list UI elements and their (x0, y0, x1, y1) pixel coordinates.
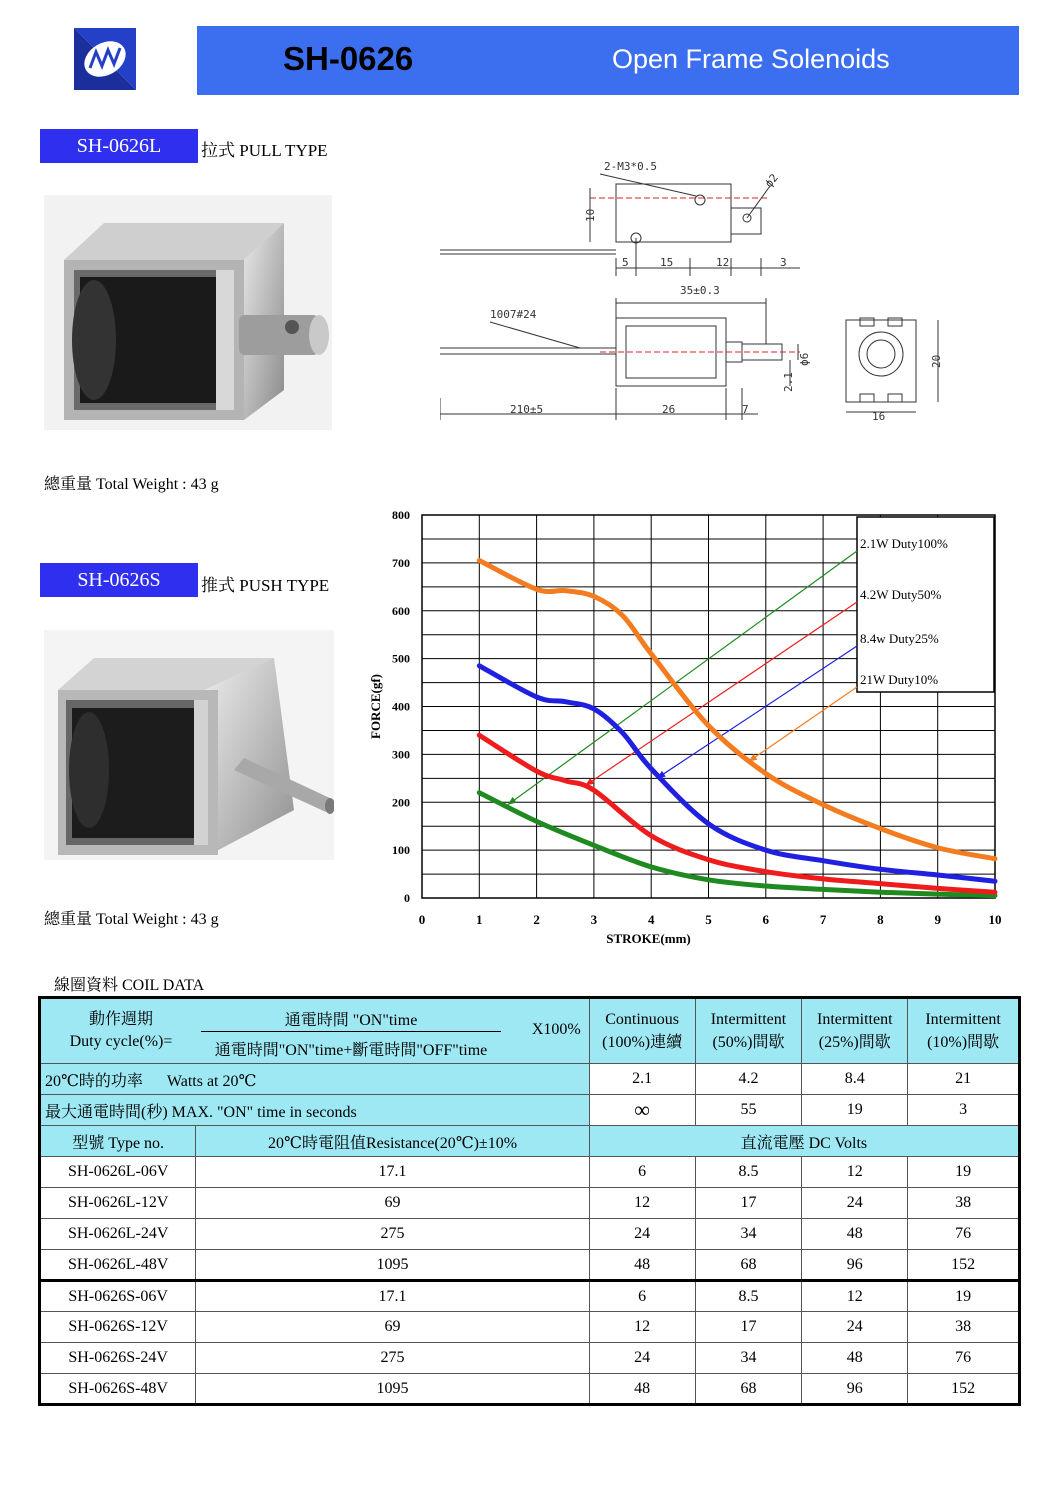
voltage-cell: 12 (589, 1312, 695, 1343)
voltage-cell: 12 (589, 1188, 695, 1219)
voltage-cell: 96 (802, 1250, 908, 1281)
duty-label-zh: 動作週期 (88, 1011, 153, 1028)
duty-formula-cell (40, 998, 590, 1064)
push-model-tag: SH-0626S (40, 563, 198, 597)
duty-fraction-line (201, 1031, 501, 1032)
header-bar (197, 26, 1019, 95)
x-tick-label: 2 (533, 912, 540, 927)
voltage-cell: 34 (695, 1219, 802, 1250)
dimension-drawing (440, 158, 950, 428)
max-on-100: ∞ (589, 1095, 695, 1126)
watts-row (40, 1064, 1020, 1095)
arrow-head (585, 778, 594, 786)
dim-20: 20 (930, 354, 943, 368)
watts-25: 8.4 (802, 1064, 908, 1095)
duty-numerator: 通電時間 "ON"time (284, 1012, 418, 1029)
table-row (40, 1281, 1020, 1312)
x-tick-label: 3 (590, 912, 598, 927)
table-row (40, 1250, 1020, 1281)
voltage-cell: 76 (908, 1343, 1020, 1374)
y-tick-label: 200 (392, 795, 410, 810)
legend-arrow (657, 646, 857, 778)
company-logo (74, 28, 136, 90)
type-cell: SH-0626L-48V (40, 1250, 196, 1281)
voltage-cell: 48 (802, 1343, 908, 1374)
resistance-cell: 69 (196, 1188, 589, 1219)
voltage-cell: 96 (802, 1374, 908, 1405)
voltage-cell: 8.5 (695, 1157, 802, 1188)
dim-15: 15 (660, 256, 674, 269)
watts-label: 20℃時的功率 Watts at 20℃ (40, 1064, 590, 1095)
resistance-header: 20℃時電阻值Resistance(20℃)±10% (196, 1126, 589, 1157)
type-cell: SH-0626L-24V (40, 1219, 196, 1250)
col-25: Intermittent (25%)間歇 (802, 998, 908, 1064)
max-on-25: 19 (802, 1095, 908, 1126)
dim-7: 7 (742, 403, 749, 416)
dim-2-1: 2.1 (782, 372, 795, 392)
product-category: Open Frame Solenoids (612, 44, 890, 74)
arrow-head (749, 754, 758, 762)
voltage-cell: 6 (589, 1281, 695, 1312)
type-cell: SH-0626S-12V (40, 1312, 196, 1343)
dim-h10: 10 (584, 208, 597, 222)
dim-210: 210±5 (510, 403, 544, 416)
voltage-cell: 17 (695, 1188, 802, 1219)
voltage-cell: 48 (589, 1374, 695, 1405)
dim-phi6: ϕ6 (798, 352, 811, 366)
voltage-cell: 34 (695, 1343, 802, 1374)
series-line (479, 735, 995, 892)
y-tick-label: 300 (392, 747, 410, 762)
duty-label-en: Duty cycle(%)= (69, 1033, 173, 1050)
legend-arrow (749, 687, 857, 762)
type-header-row (40, 1126, 1020, 1157)
x-tick-label: 4 (647, 912, 655, 927)
resistance-cell: 275 (196, 1343, 589, 1374)
type-cell: SH-0626L-12V (40, 1188, 196, 1219)
max-on-label: 最大通電時間(秒) MAX. "ON" time in seconds (40, 1095, 590, 1126)
type-cell: SH-0626S-24V (40, 1343, 196, 1374)
voltage-cell: 68 (695, 1374, 802, 1405)
voltage-cell: 38 (908, 1188, 1020, 1219)
dim-5: 5 (622, 256, 629, 269)
pull-model-tag: SH-0626L (40, 129, 198, 163)
page-title: SH-0626 (283, 40, 414, 77)
resistance-cell: 17.1 (196, 1157, 589, 1188)
force-stroke-chart (360, 500, 1020, 960)
resistance-cell: 275 (196, 1219, 589, 1250)
push-solenoid-photo (44, 630, 334, 860)
resistance-cell: 1095 (196, 1374, 589, 1405)
x-axis-label: STROKE(mm) (606, 931, 691, 946)
push-type-label: 推式 PUSH TYPE (201, 576, 330, 595)
voltage-cell: 12 (802, 1281, 908, 1312)
x-tick-label: 10 (988, 912, 1002, 927)
y-tick-label: 700 (392, 555, 410, 570)
legend-entry: 2.1W Duty100% (860, 536, 948, 551)
type-cell: SH-0626S-06V (40, 1281, 196, 1312)
pull-weight: 總重量 Total Weight : 43 g (44, 476, 219, 493)
voltage-cell: 152 (908, 1250, 1020, 1281)
x-tick-label: 0 (418, 912, 426, 927)
col-50: Intermittent (50%)間歇 (695, 998, 802, 1064)
voltage-cell: 24 (589, 1343, 695, 1374)
x-tick-label: 8 (877, 912, 884, 927)
dim-35: 35±0.3 (680, 284, 720, 297)
table-row (40, 1188, 1020, 1219)
resistance-cell: 69 (196, 1312, 589, 1343)
voltage-cell: 19 (908, 1281, 1020, 1312)
voltage-cell: 24 (589, 1219, 695, 1250)
voltage-cell: 24 (802, 1188, 908, 1219)
pull-type-label: 拉式 PULL TYPE (201, 141, 328, 160)
duty-header-row (40, 998, 1020, 1064)
voltage-cell: 48 (589, 1250, 695, 1281)
pull-solenoid-photo (44, 195, 332, 430)
voltage-cell: 6 (589, 1157, 695, 1188)
coil-data-title: 線圈資料 COIL DATA (54, 977, 205, 994)
dim-wire: 1007#24 (490, 308, 537, 321)
voltage-cell: 19 (908, 1157, 1020, 1188)
col-continuous: Continuous (100%)連續 (589, 998, 695, 1064)
coil-data-table (38, 996, 1021, 1406)
voltage-cell: 76 (908, 1219, 1020, 1250)
voltage-cell: 8.5 (695, 1281, 802, 1312)
dim-thread: 2-M3*0.5 (604, 160, 657, 173)
x-tick-label: 7 (819, 912, 827, 927)
y-tick-label: 600 (392, 603, 410, 618)
table-row (40, 1374, 1020, 1405)
dim-12: 12 (716, 256, 730, 269)
voltage-cell: 38 (908, 1312, 1020, 1343)
y-tick-label: 100 (392, 843, 410, 858)
x-tick-label: 9 (934, 912, 941, 927)
watts-50: 4.2 (695, 1064, 802, 1095)
series-line (479, 666, 995, 881)
table-row (40, 1157, 1020, 1188)
type-cell: SH-0626L-06V (40, 1157, 196, 1188)
watts-100: 2.1 (589, 1064, 695, 1095)
voltage-cell: 24 (802, 1312, 908, 1343)
voltage-cell: 17 (695, 1312, 802, 1343)
legend-arrow (585, 602, 857, 785)
y-tick-label: 400 (392, 699, 410, 714)
push-weight: 總重量 Total Weight : 43 g (44, 911, 219, 928)
col-10: Intermittent (10%)間歇 (908, 998, 1020, 1064)
x-tick-label: 5 (705, 912, 712, 927)
duty-label (51, 1009, 191, 1053)
legend-entry: 21W Duty10% (860, 672, 939, 687)
dim-phi2: ϕ2 (762, 171, 781, 190)
dim-26: 26 (662, 403, 676, 416)
arrow-head (508, 797, 517, 805)
legend-entry: 4.2W Duty50% (860, 587, 942, 602)
y-tick-label: 0 (404, 891, 410, 905)
dim-3: 3 (780, 256, 787, 269)
table-row (40, 1219, 1020, 1250)
y-tick-label: 800 (392, 508, 410, 522)
voltage-cell: 152 (908, 1374, 1020, 1405)
x-tick-label: 6 (762, 912, 770, 927)
y-tick-label: 500 (392, 651, 410, 666)
duty-multiplier: X100% (531, 1021, 581, 1038)
max-on-10: 3 (908, 1095, 1020, 1126)
duty-denominator: 通電時間"ON"time+斷電時間"OFF"time (214, 1042, 488, 1059)
voltage-cell: 48 (802, 1219, 908, 1250)
max-on-row (40, 1095, 1020, 1126)
y-axis-label: FORCE(gf) (368, 674, 383, 739)
legend-entry: 8.4w Duty25% (860, 631, 939, 646)
watts-10: 21 (908, 1064, 1020, 1095)
x-tick-label: 1 (476, 912, 483, 927)
voltage-cell: 68 (695, 1250, 802, 1281)
voltage-cell: 12 (802, 1157, 908, 1188)
table-row (40, 1312, 1020, 1343)
resistance-cell: 17.1 (196, 1281, 589, 1312)
resistance-cell: 1095 (196, 1250, 589, 1281)
type-cell: SH-0626S-48V (40, 1374, 196, 1405)
table-row (40, 1343, 1020, 1374)
max-on-50: 55 (695, 1095, 802, 1126)
volts-header: 直流電壓 DC Volts (589, 1126, 1019, 1157)
type-header: 型號 Type no. (40, 1126, 196, 1157)
dim-16: 16 (872, 410, 886, 423)
